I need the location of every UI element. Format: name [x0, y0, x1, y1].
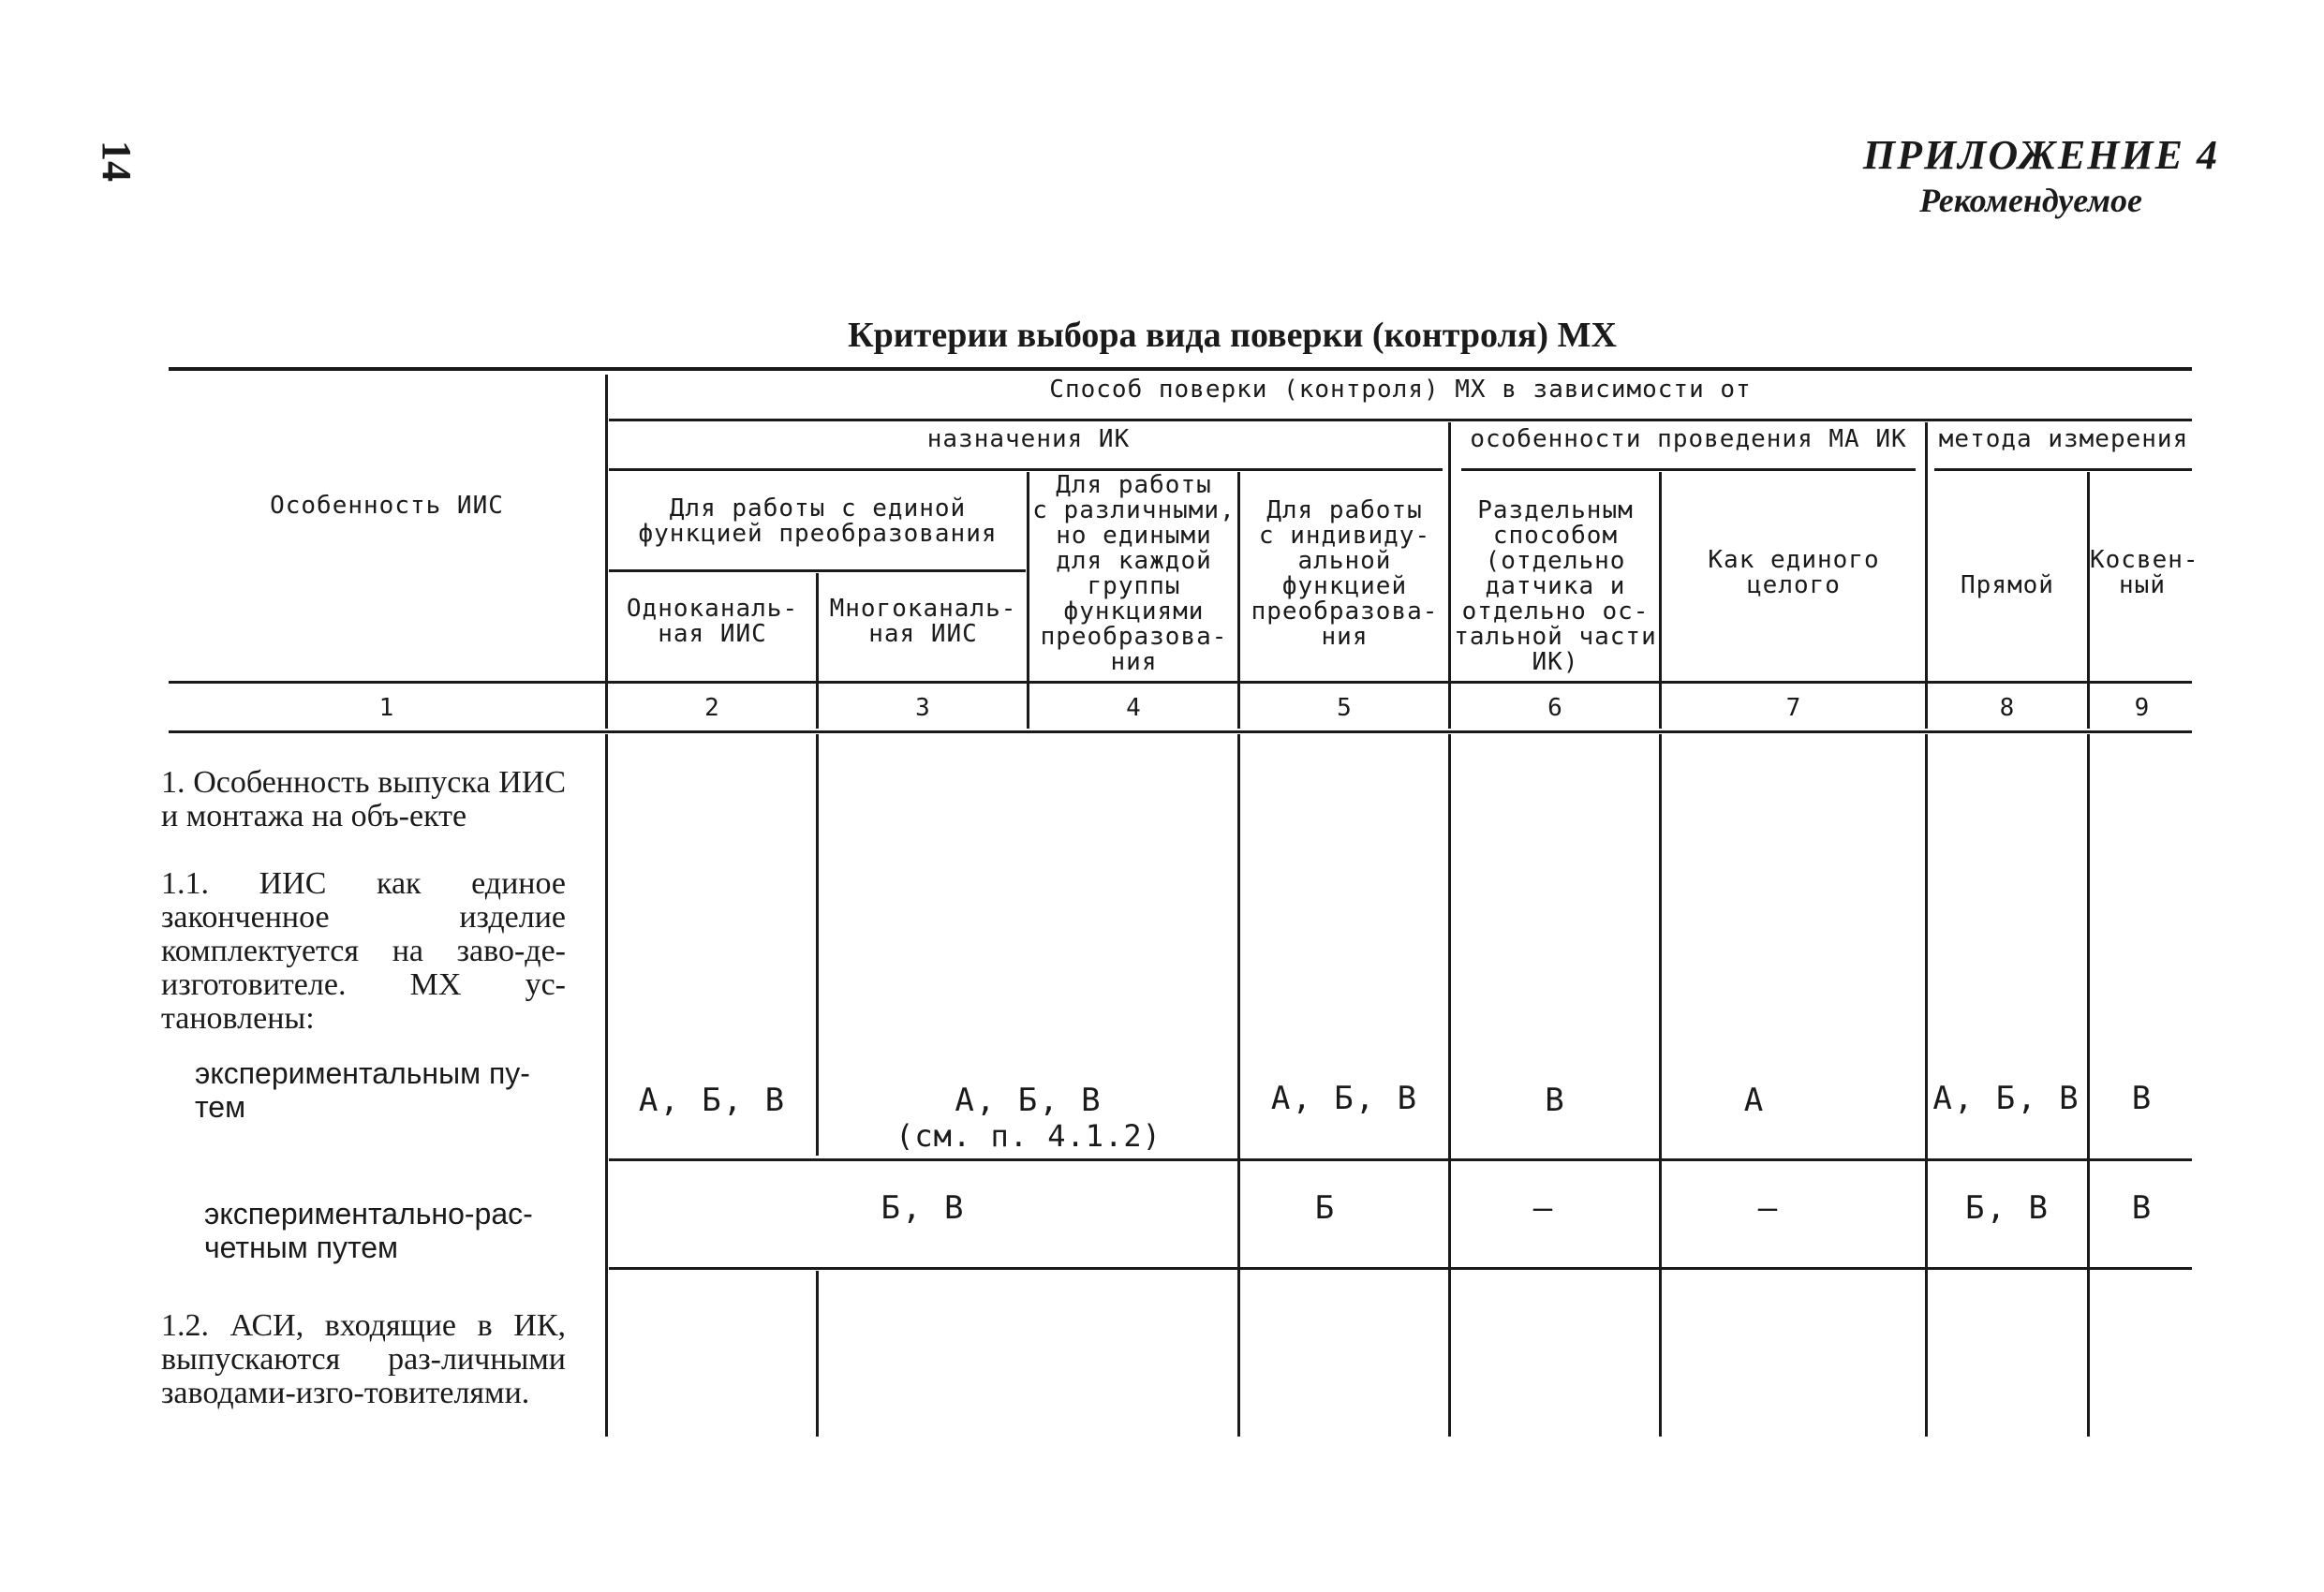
- row1-col9: В: [2131, 1080, 2154, 1117]
- vline-5-head: [1448, 422, 1451, 729]
- header-col4: Для работы с различными, но едиными для каждой группы функциями преобразова- ния: [1032, 471, 1236, 676]
- rule-header-bottom: [169, 681, 2192, 684]
- row2-col5: Б: [1314, 1189, 1337, 1227]
- col-number-8: 8: [1999, 694, 2016, 722]
- col-number-5: 5: [1337, 694, 1353, 722]
- vline-5-body: [1448, 734, 1451, 1437]
- col-number-1: 1: [378, 694, 395, 722]
- header-col1: Особенность ИИС: [270, 492, 504, 520]
- header-col8: Прямой: [1961, 571, 2054, 599]
- header-col6: Раздельным способом (отдельно датчика и отдельно ос- тальной части ИК): [1454, 496, 1657, 676]
- vline-4-body: [1237, 734, 1240, 1437]
- rule-row2: [609, 1267, 2192, 1270]
- row2-col6: —: [1532, 1189, 1555, 1227]
- header-col3: Многоканаль- ная ИИС: [829, 595, 1017, 648]
- col-number-7: 7: [1785, 694, 1802, 722]
- rule-top: [169, 367, 2192, 371]
- row1-label: экспериментальным пу- тем: [195, 1056, 530, 1124]
- rule-purpose: [609, 468, 1443, 471]
- row1-col5: А, Б, В: [1270, 1080, 1419, 1117]
- header-group-method: метода измерения: [1938, 425, 2189, 453]
- row1-col3-4: А, Б, В: [955, 1082, 1103, 1119]
- row2-label: экспериментально-рас- четным путем: [204, 1197, 533, 1264]
- rule-method: [1934, 468, 2192, 471]
- col-number-6: 6: [1547, 694, 1563, 722]
- vline-1-body: [605, 734, 608, 1437]
- header-col5: Для работы с индивиду- альной функцией преобразова- ния: [1251, 496, 1439, 651]
- row1-col2: А, Б, В: [638, 1082, 787, 1119]
- rule-group-main: [609, 419, 2192, 421]
- header-group-main: Способ поверки (контроля) МХ в зависимости от: [1049, 376, 1752, 404]
- header-group-purpose: назначения ИК: [926, 425, 1131, 453]
- row-section-1: 1. Особенность выпуска ИИС и монтажа на объ-екте: [161, 765, 566, 833]
- row1-col8: А, Б, В: [1932, 1080, 2080, 1117]
- vline-6-body: [1659, 734, 1662, 1437]
- rule-single-function: [609, 569, 1026, 572]
- header-col9: Косвен- ный: [2090, 546, 2199, 599]
- rule-row1: [609, 1158, 2192, 1161]
- row-item-1-2: 1.2. АСИ, входящие в ИК, выпускаются раз-личными заводами-изго-товителями.: [161, 1308, 566, 1410]
- vline-2-body: [816, 734, 819, 1156]
- vline-6-head: [1659, 472, 1662, 729]
- col-number-2: 2: [704, 694, 720, 722]
- row2-col9: В: [2131, 1189, 2154, 1227]
- header-col2: Одноканаль- ная ИИС: [626, 595, 799, 648]
- header-col7: Как единого целого: [1708, 546, 1880, 599]
- appendix-subtitle: Рекомендуемое: [1919, 182, 2142, 219]
- row1-col7: А: [1743, 1082, 1766, 1119]
- col-number-9: 9: [2134, 694, 2151, 722]
- table-title: Критерии выбора вида поверки (контроля) МХ: [848, 316, 1617, 355]
- rule-features: [1461, 468, 1916, 471]
- vline-4-head: [1237, 472, 1240, 729]
- vline-2-head: [816, 573, 819, 729]
- vline-1: [605, 375, 608, 729]
- col-number-4: 4: [1126, 694, 1142, 722]
- row2-col8: Б, В: [1965, 1189, 2050, 1227]
- row1-col3-4-note: (см. п. 4.1.2): [896, 1118, 1162, 1154]
- col-number-3: 3: [915, 694, 931, 722]
- row2-col7: —: [1757, 1189, 1780, 1227]
- appendix-title: ПРИЛОЖЕНИЕ 4: [1862, 132, 2219, 178]
- vline-8-head: [2087, 472, 2090, 729]
- row2-col2-4: Б, В: [881, 1189, 966, 1227]
- row1-col6: В: [1545, 1082, 1566, 1119]
- vline-2-body-b: [816, 1271, 819, 1437]
- row-item-1-1: 1.1. ИИС как единое законченное изделие комплектуется на заво-де-изготовителе. МХ ус-тановлены:: [161, 866, 566, 1036]
- header-single-function: Для работы с единой функцией преобразования: [638, 494, 998, 548]
- appendix-heading: [1863, 131, 2219, 220]
- rule-numbers-bottom: [169, 730, 2192, 733]
- vline-3-head: [1027, 472, 1029, 729]
- header-group-features: особенности проведения МА ИК: [1470, 425, 1907, 453]
- page-number: 14: [94, 140, 140, 182]
